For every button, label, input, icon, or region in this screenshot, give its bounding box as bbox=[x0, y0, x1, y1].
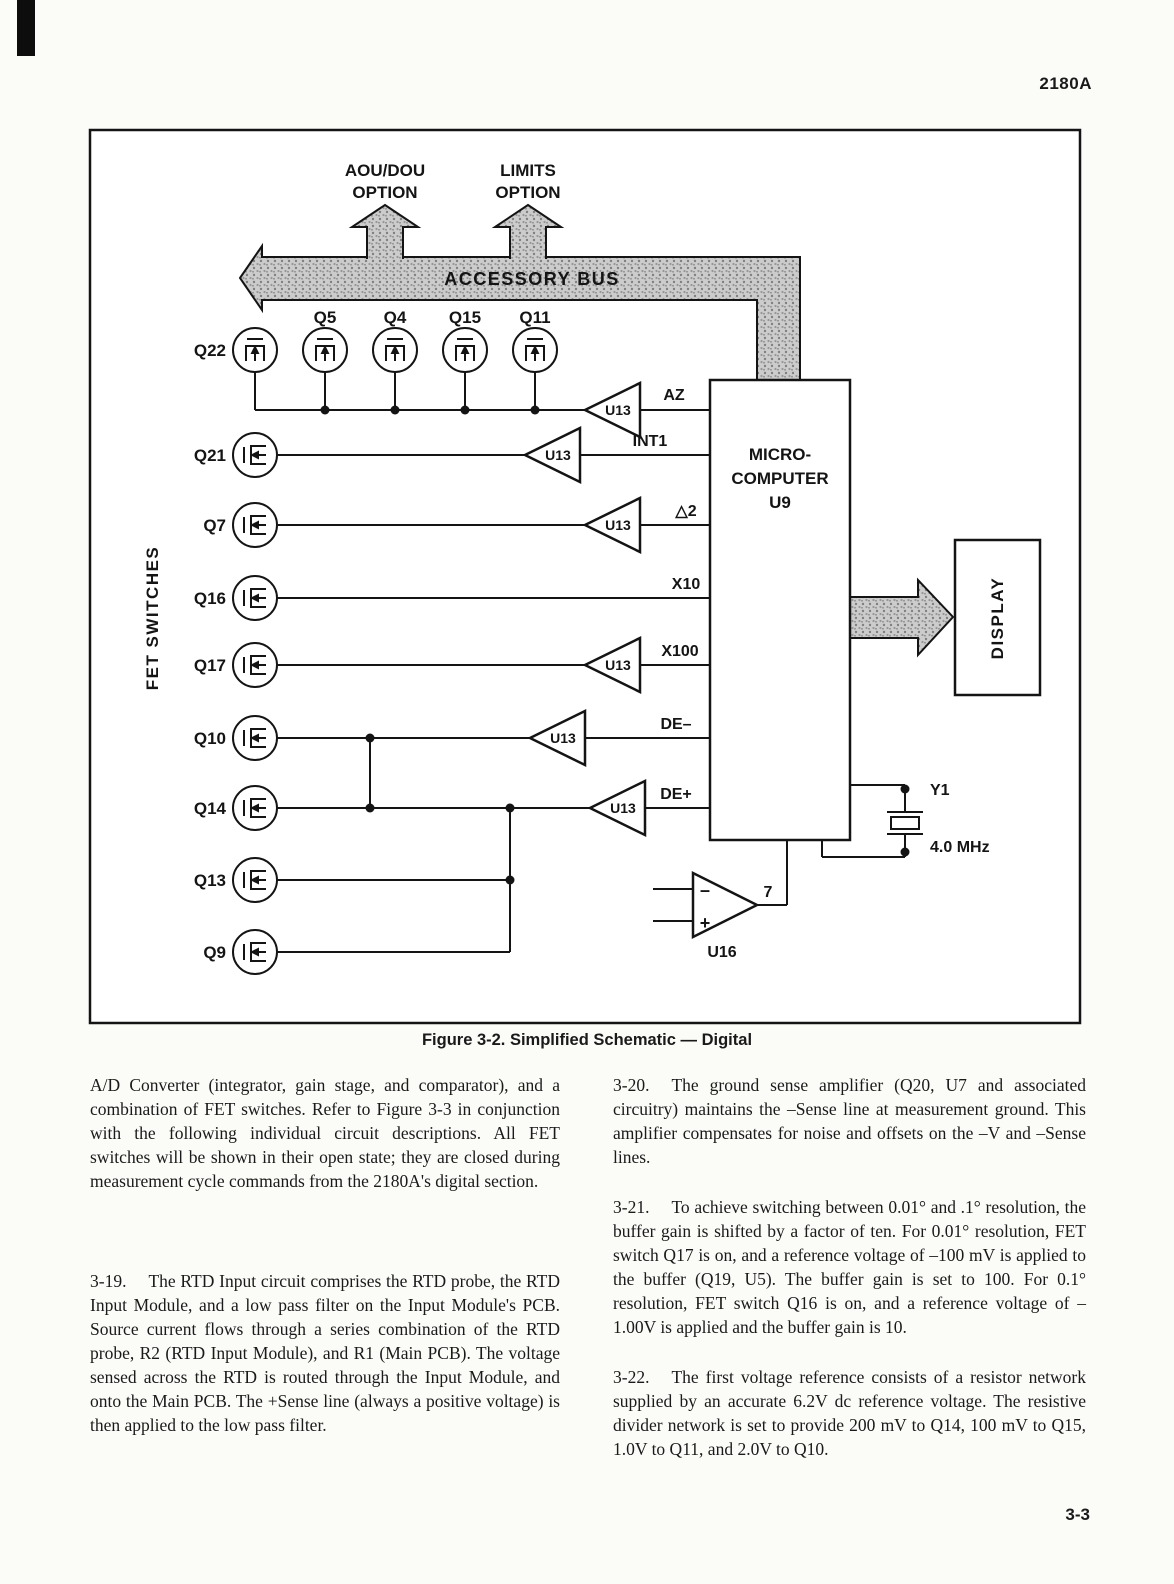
buffer-x100-label: U13 bbox=[605, 657, 631, 673]
comparator-plus-sign: + bbox=[699, 913, 711, 933]
fet-label-q14: Q14 bbox=[193, 799, 226, 818]
buffer-int1-label: U13 bbox=[545, 447, 571, 463]
figure-caption: Figure 3-2. Simplified Schematic — Digital bbox=[421, 1031, 753, 1049]
aou-dou-option-label-line1: AOU/DOU bbox=[344, 161, 426, 180]
crystal-freq-label: 4.0 MHz bbox=[930, 839, 990, 856]
signal-label-de-plus: DE+ bbox=[660, 786, 692, 803]
page-header-model: 2180A bbox=[1039, 74, 1092, 93]
paragraph-number: 3-20. bbox=[613, 1075, 650, 1095]
fet-q22 bbox=[233, 328, 277, 372]
fet-q9 bbox=[233, 930, 277, 974]
paragraph-text: The ground sense amplifier (Q20, U7 and associated circuitry) maintains the –Sense line at measurement ground. This amplifier compensates for noise and offsets on the –V and –Sense lines. bbox=[613, 1075, 1086, 1167]
fet-q7 bbox=[233, 503, 277, 547]
fet-label-q9: Q9 bbox=[203, 943, 226, 962]
page-number: 3-3 bbox=[1065, 1505, 1090, 1524]
text-column-right bbox=[613, 1073, 1086, 1487]
accessory-bus-label: ACCESSORY BUS bbox=[444, 269, 620, 289]
paragraph-3-19 bbox=[90, 1269, 560, 1437]
fet-switches-label: FET SWITCHES bbox=[143, 545, 162, 691]
microcomputer-label-line1: MICRO- bbox=[748, 445, 812, 464]
paragraph-text: To achieve switching between 0.01° and .1° resolution, the buffer gain is shifted by a factor of ten. For 0.01° resolution, FET switch Q17 is on, and a reference voltage of –100 mV is applied to the buffer (Q19, U5). The buffer gain is set to 100. For 0.1° resolution, FET switch Q16 is on, and a reference voltage of –1.00V is applied and the buffer gain is 10. bbox=[613, 1197, 1086, 1337]
microcomputer-label-line2: COMPUTER bbox=[731, 469, 829, 488]
fet-q11 bbox=[513, 328, 557, 372]
paragraph-3-22 bbox=[613, 1365, 1086, 1461]
paragraph-number: 3-19. bbox=[90, 1271, 127, 1291]
fet-label-q17: Q17 bbox=[193, 656, 226, 675]
paragraph-number: 3-22. bbox=[613, 1367, 650, 1387]
fet-q21 bbox=[233, 433, 277, 477]
fet-label-q21: Q21 bbox=[193, 446, 226, 465]
signal-label-de-minus: DE– bbox=[660, 716, 692, 733]
paragraph-number: 3-21. bbox=[613, 1197, 650, 1217]
fet-q10 bbox=[233, 716, 277, 760]
fet-label-q15: Q15 bbox=[448, 308, 482, 327]
paragraph-text: The RTD Input circuit comprises the RTD probe, the RTD Input Module, and a low pass filter on the Input Module's PCB. Source current flows through a series combination of the RTD probe, R2 (RTD Input Module), and R1 (Main PCB). The voltage sensed across the RTD is routed through the Input Module, and onto the Main PCB. The +Sense line (always a positive voltage) is then applied to the low pass filter. bbox=[90, 1271, 560, 1435]
fet-label-q5: Q5 bbox=[313, 308, 337, 327]
fet-q14 bbox=[233, 786, 277, 830]
signal-label-x100: X100 bbox=[661, 643, 699, 660]
paragraph-text: The first voltage reference consists of a resistor network supplied by an accurate 6.2V dc reference voltage. The resistive divider network is set to provide 200 mV to Q14, 100 mV to Q15, 1.0V to Q11, and 2.0V to Q10. bbox=[613, 1367, 1086, 1459]
fet-label-q13: Q13 bbox=[193, 871, 226, 890]
signal-label-delta2: △2 bbox=[675, 503, 697, 520]
display-label: DISPLAY bbox=[988, 576, 1007, 660]
aou-dou-option-label-line2: OPTION bbox=[352, 183, 418, 202]
limits-option-label-line1: LIMITS bbox=[500, 161, 556, 180]
paragraph-3-20 bbox=[613, 1073, 1086, 1169]
fet-q13 bbox=[233, 858, 277, 902]
fet-q16 bbox=[233, 576, 277, 620]
buffer-de-plus-label: U13 bbox=[610, 800, 636, 816]
fet-label-q11: Q11 bbox=[519, 308, 551, 327]
fet-q15 bbox=[443, 328, 487, 372]
crystal-ref-label: Y1 bbox=[930, 782, 950, 799]
signal-label-az: AZ bbox=[663, 387, 685, 404]
comparator-minus-sign: – bbox=[699, 880, 711, 900]
fet-q5 bbox=[303, 328, 347, 372]
fet-label-q7: Q7 bbox=[203, 516, 226, 535]
fet-label-q16: Q16 bbox=[193, 589, 226, 608]
limits-option-label-line2: OPTION bbox=[495, 183, 561, 202]
comparator-ref-label: U16 bbox=[707, 944, 737, 961]
buffer-delta2-label: U13 bbox=[605, 517, 631, 533]
buffer-de-minus-label: U13 bbox=[550, 730, 576, 746]
signal-label-x10: X10 bbox=[671, 576, 701, 593]
buffer-az-label: U13 bbox=[605, 402, 631, 418]
fet-label-q10: Q10 bbox=[193, 729, 226, 748]
comparator-pin-label: 7 bbox=[763, 884, 773, 901]
paragraph-text: A/D Converter (integrator, gain stage, and comparator), and a combination of FET switches. Refer to Figure 3-3 in conjunction with the following individual circuit descriptions. All FET switches will be shown in their open state; they are closed during measurement cycle commands from the 2180A's digital section. bbox=[90, 1075, 560, 1191]
signal-label-int1: INT1 bbox=[632, 433, 668, 450]
paragraph-continuation bbox=[90, 1073, 560, 1193]
fet-q4 bbox=[373, 328, 417, 372]
fet-label-q22: Q22 bbox=[193, 341, 226, 360]
microcomputer-label-line3: U9 bbox=[769, 493, 791, 512]
fet-q17 bbox=[233, 643, 277, 687]
fet-label-q4: Q4 bbox=[383, 308, 407, 327]
paragraph-3-21 bbox=[613, 1195, 1086, 1339]
text-column-left bbox=[90, 1073, 560, 1463]
